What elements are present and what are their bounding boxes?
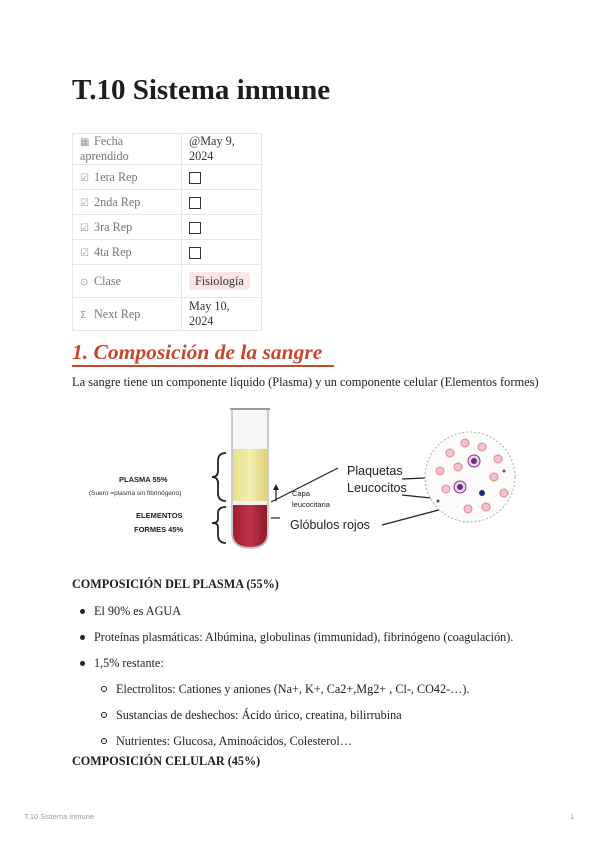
sublist: [94, 676, 513, 754]
select-icon: ⊙: [80, 276, 89, 288]
section-heading: 1. Composición de la sangre: [72, 340, 323, 364]
property-key: 4ta Rep: [94, 244, 132, 259]
property-key: Fecha aprendido: [80, 134, 129, 163]
formes-brace: [212, 507, 226, 543]
checkbox-icon: ☑: [80, 197, 89, 209]
footer-title: T.10 Sistema inmune: [24, 812, 95, 821]
formula-icon: Σ: [80, 309, 87, 321]
property-row: [73, 165, 262, 190]
plaquetas-label: Plaquetas: [347, 464, 403, 478]
rep2-checkbox[interactable]: [189, 197, 201, 209]
formes-label: FORMES 45%: [134, 525, 184, 534]
list-item: Proteínas plasmáticas: Albúmina, globulinas (immunidad), fibrinógeno (coagulación).: [72, 624, 513, 650]
property-key: 2nda Rep: [94, 194, 141, 209]
capa-label: leucocitaria: [292, 500, 330, 509]
property-key: Clase: [94, 273, 122, 288]
property-key: Next Rep: [94, 306, 141, 321]
test-tube: [230, 409, 270, 548]
sublist-item: Nutrientes: Glucosa, Aminoácidos, Colesterol…: [94, 728, 513, 754]
list-item: [72, 650, 513, 754]
cellular-composition-label: COMPOSICIÓN CELULAR (45%): [72, 754, 261, 768]
rep1-checkbox[interactable]: [189, 172, 201, 184]
property-row: [73, 298, 262, 331]
plasma-note: (Suero =plasma sin fibrinógeno): [89, 490, 182, 497]
plasma-brace: [212, 453, 226, 501]
sublist-item: Electrolitos: Cationes y aniones (Na+, K+, Ca2+,Mg2+ , Cl-, CO42-…).: [94, 676, 513, 702]
plasma-composition-label: COMPOSICIÓN DEL PLASMA (55%): [72, 577, 279, 591]
property-row: [73, 215, 262, 240]
rep4-checkbox[interactable]: [189, 247, 201, 259]
property-row: [73, 265, 262, 298]
heading-underline: [72, 365, 334, 367]
sublist-item: Sustancias de deshechos: Ácido úrico, creatina, bilirrubina: [94, 702, 513, 728]
checkbox-icon: ☑: [80, 222, 89, 234]
leucocitos-label: Leucocitos: [347, 481, 407, 495]
calendar-icon: ▦: [80, 137, 90, 148]
checkbox-icon: ☑: [80, 247, 89, 259]
globulos-label: Glóbulos rojos: [290, 518, 370, 532]
rep3-checkbox[interactable]: [189, 222, 201, 234]
checkbox-icon: ☑: [80, 172, 89, 184]
property-key: 3ra Rep: [94, 219, 133, 234]
property-row: [73, 190, 262, 215]
page-number: 1: [570, 812, 575, 821]
formes-label: ELEMENTOS: [136, 511, 183, 520]
property-row: [73, 134, 262, 165]
properties-table: [72, 133, 262, 331]
intro-paragraph: La sangre tiene un componente líquido (Plasma) y un componente celular (Elementos formes): [72, 375, 539, 389]
property-row: [73, 240, 262, 265]
plasma-label: PLASMA 55%: [119, 475, 168, 484]
date-value[interactable]: @May 9, 2024: [189, 134, 235, 163]
blood-composition-figure: [80, 405, 520, 555]
next-rep-value: May 10, 2024: [189, 299, 230, 328]
list-item: El 90% es AGUA: [72, 598, 513, 624]
capa-label: Capa: [292, 489, 310, 498]
microscope-view: [425, 432, 515, 522]
class-tag[interactable]: Fisiología: [189, 272, 250, 290]
property-key: 1era Rep: [94, 169, 138, 184]
page-title: T.10 Sistema inmune: [72, 74, 331, 106]
plasma-list: [72, 598, 513, 754]
list-item-text: 1,5% restante:: [94, 656, 164, 670]
